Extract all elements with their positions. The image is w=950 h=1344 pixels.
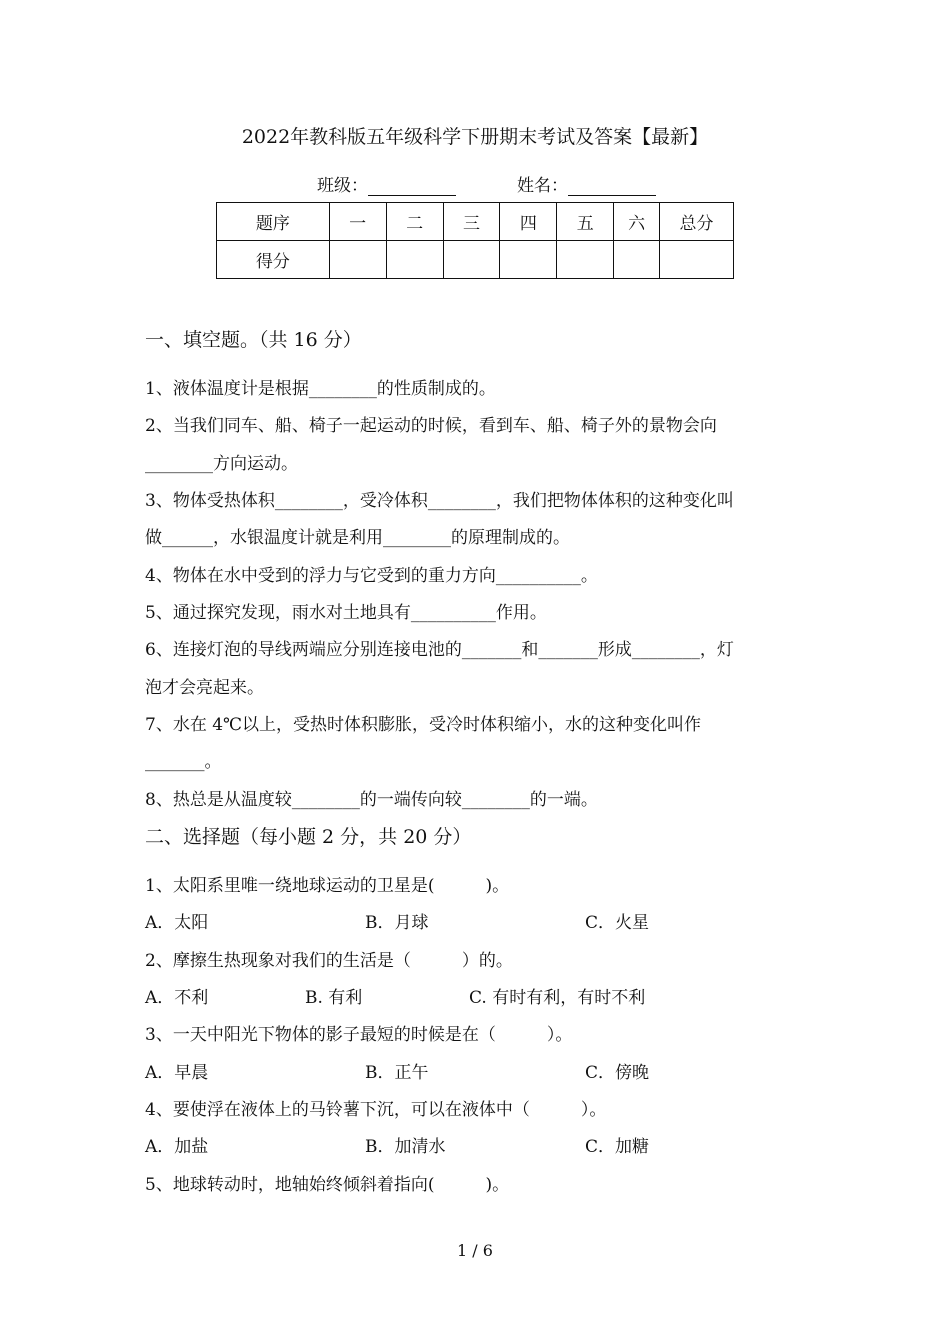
page-title: 2022年教科版五年级科学下册期末考试及答案【最新】 — [241, 126, 709, 148]
question-text: 1、太阳系里唯一绕地球运动的卫星是( )。 — [145, 876, 510, 896]
score-cell — [386, 241, 443, 279]
option-a: A．不利 — [145, 988, 209, 1008]
fill-line: 6、连接灯泡的导线两端应分别连接电池的_______和_______形成________，灯 — [145, 640, 734, 660]
table-header-cell: 一 — [329, 203, 386, 241]
option-a: A．早晨 — [145, 1063, 209, 1083]
score-cell — [557, 241, 614, 279]
fill-line: 1、液体温度计是根据________的性质制成的。 — [145, 379, 496, 399]
option-b: B．月球 — [365, 913, 429, 933]
option-c: C．傍晚 — [585, 1063, 650, 1083]
option-c: C．火星 — [585, 913, 650, 933]
table-header-cell: 三 — [443, 203, 500, 241]
option-c: C. 有时有利，有时不利 — [469, 988, 646, 1008]
score-cell — [614, 241, 660, 279]
fill-line: ________方向运动。 — [145, 454, 298, 474]
question-text: 2、摩擦生热现象对我们的生活是（ ）的。 — [145, 951, 513, 971]
fill-line: 2、当我们同车、船、椅子一起运动的时候，看到车、船、椅子外的景物会向 — [145, 416, 717, 436]
fill-line: 8、热总是从温度较________的一端传向较________的一端。 — [145, 790, 598, 810]
score-table — [216, 202, 734, 279]
option-a: A．太阳 — [145, 913, 209, 933]
score-table-score-row — [217, 241, 734, 279]
fill-line: 5、通过探究发现，雨水对土地具有__________作用。 — [145, 603, 547, 623]
table-header-cell: 总分 — [660, 203, 734, 241]
table-header-cell: 五 — [557, 203, 614, 241]
question-text: 4、要使浮在液体上的马铃薯下沉，可以在液体中（ ）。 — [145, 1100, 607, 1120]
score-cell — [660, 241, 734, 279]
fill-line: _______。 — [145, 752, 222, 772]
table-header-cell: 六 — [614, 203, 660, 241]
option-a: A．加盐 — [145, 1137, 209, 1157]
option-b: B. 有利 — [305, 988, 363, 1008]
name-blank — [568, 177, 656, 196]
option-b: B．加清水 — [365, 1137, 446, 1157]
score-cell — [329, 241, 386, 279]
class-blank — [368, 177, 456, 196]
score-cell — [500, 241, 557, 279]
option-b: B．正午 — [365, 1063, 429, 1083]
score-table-header-row — [217, 203, 734, 241]
section1-heading: 一、填空题。（共 16 分） — [145, 329, 362, 351]
fill-line: 3、物体受热体积________，受冷体积________，我们把物体体积的这种变化叫 — [145, 491, 734, 511]
score-cell — [443, 241, 500, 279]
name-field — [517, 171, 656, 196]
question-text: 3、一天中阳光下物体的影子最短的时候是在（ ）。 — [145, 1025, 573, 1045]
page-number: 1 / 6 — [457, 1241, 493, 1260]
class-label: 班级： — [317, 176, 368, 196]
table-header-cell: 四 — [500, 203, 557, 241]
table-header-cell: 二 — [386, 203, 443, 241]
option-c: C．加糖 — [585, 1137, 650, 1157]
table-header-cell: 题序 — [217, 203, 330, 241]
table-row-label: 得分 — [217, 241, 330, 279]
fill-line: 泡才会亮起来。 — [145, 678, 264, 698]
question-text: 5、地球转动时，地轴始终倾斜着指向( )。 — [145, 1175, 510, 1195]
section2-heading: 二、选择题（每小题 2 分，共 20 分） — [145, 826, 472, 848]
name-label: 姓名： — [517, 176, 568, 196]
fill-line: 7、水在 4℃以上，受热时体积膨胀，受冷时体积缩小，水的这种变化叫作 — [145, 715, 702, 735]
class-field — [317, 171, 456, 196]
fill-line: 4、物体在水中受到的浮力与它受到的重力方向__________。 — [145, 566, 598, 586]
fill-line: 做______，水银温度计就是利用________的原理制成的。 — [145, 528, 570, 548]
